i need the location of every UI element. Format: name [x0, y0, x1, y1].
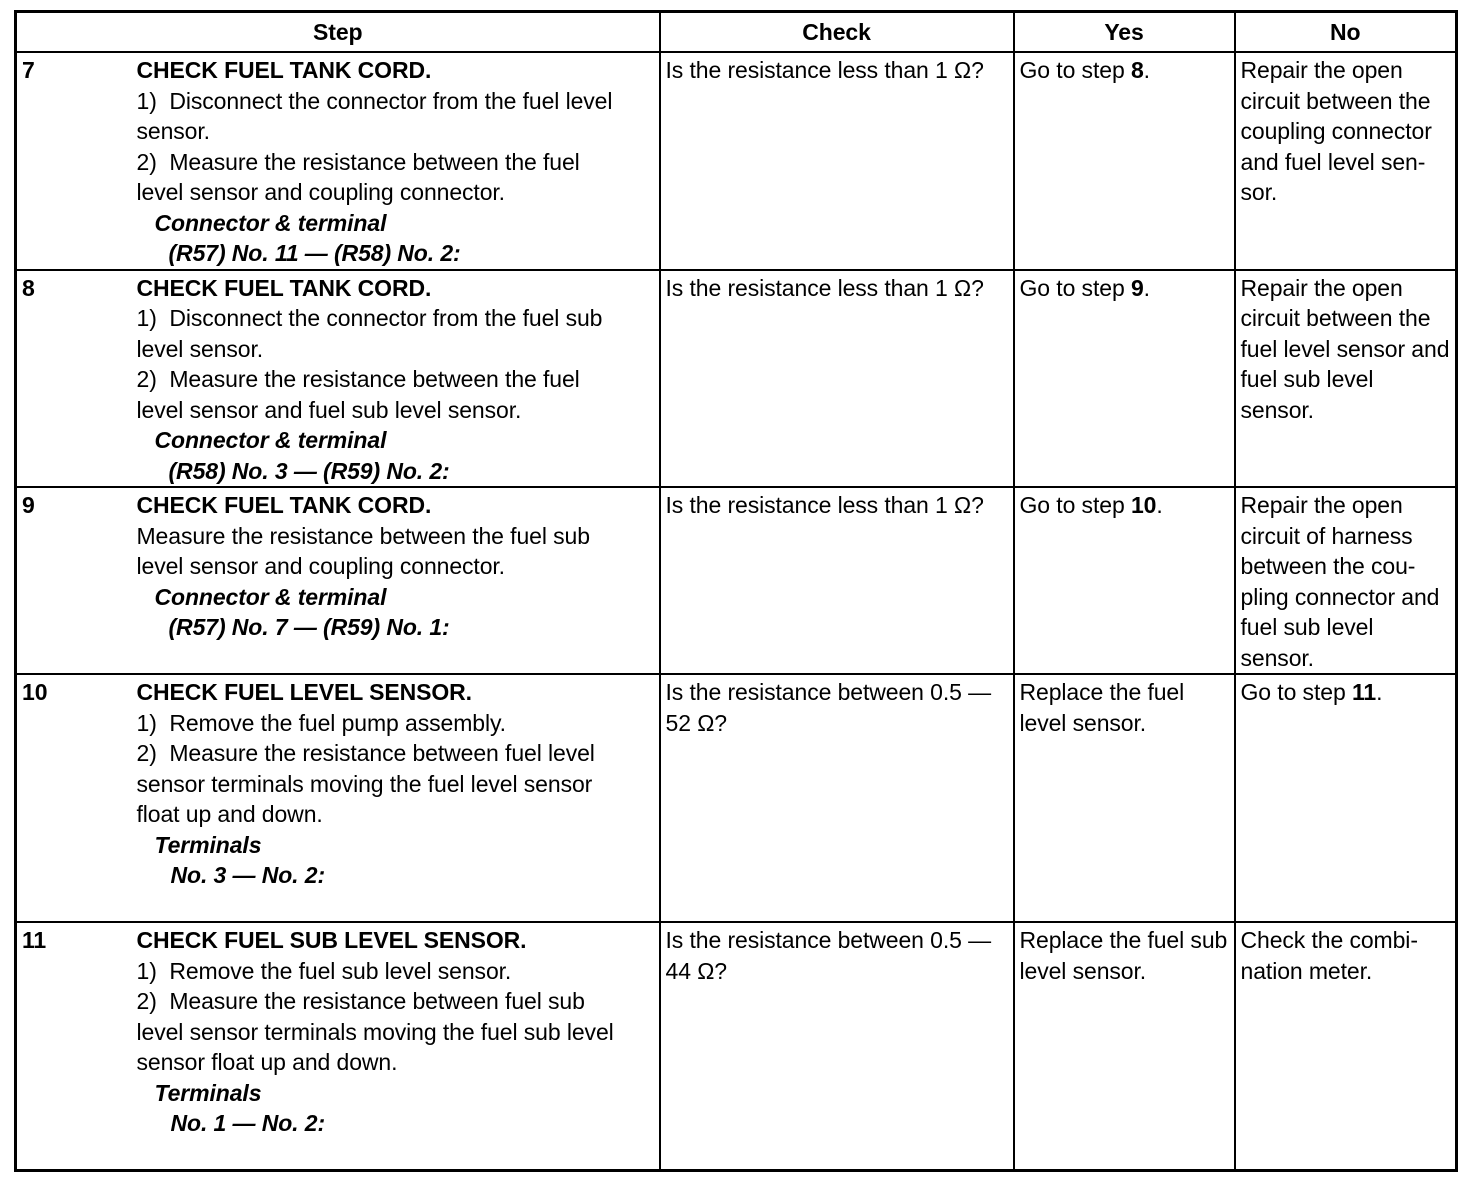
step-cell: [137, 487, 660, 674]
table-row: [16, 922, 1457, 1171]
step-cell: [137, 922, 660, 1171]
step-number: 8: [16, 270, 137, 488]
step-title: CHECK FUEL TANK CORD.: [136, 57, 432, 83]
yes-cell: [1014, 270, 1235, 488]
yes-step-ref: 10: [1130, 492, 1157, 518]
step-number: 11: [16, 922, 137, 1171]
connector-value: (R57) No. 7 — (R59) No. 1:: [168, 614, 450, 640]
yes-text: Go to step: [1019, 492, 1131, 518]
step-line: 2) Measure the resistance between the fuel: [136, 366, 580, 392]
connector-label: Connector & terminal: [154, 427, 387, 453]
yes-text: Go to step: [1019, 274, 1131, 301]
step-cell: [137, 52, 660, 270]
step-line: level sensor terminals moving the fuel sub level: [136, 1018, 614, 1045]
table-row: [16, 487, 1457, 674]
no-suffix: .: [1376, 679, 1383, 705]
yes-cell: [1014, 487, 1235, 674]
yes-suffix: .: [1143, 274, 1150, 301]
diagnostic-table: [14, 10, 1458, 1172]
connector-label: Connector & terminal: [154, 583, 387, 610]
yes-suffix: .: [1143, 57, 1150, 83]
step-line: sensor float up and down.: [136, 1049, 398, 1075]
no-cell: Repair the open circuit between the fuel level sensor and fuel sub level sensor.: [1235, 270, 1457, 488]
table-row: [16, 674, 1457, 922]
step-line: float up and down.: [136, 801, 323, 827]
table-row: [16, 270, 1457, 488]
check-cell: Is the resistance less than 1 Ω?: [660, 270, 1014, 488]
step-title: CHECK FUEL SUB LEVEL SENSOR.: [136, 927, 527, 953]
terminals-label: Terminals: [154, 831, 262, 858]
no-cell: Check the combi-nation meter.: [1235, 922, 1457, 1171]
terminals-value: No. 3 — No. 2:: [170, 862, 326, 888]
step-title: CHECK FUEL LEVEL SENSOR.: [136, 679, 472, 705]
check-cell: Is the resistance between 0.5 — 44 Ω?: [660, 922, 1014, 1171]
no-step-ref: 11: [1351, 679, 1377, 705]
step-line: 2) Measure the resistance between fuel level: [136, 740, 595, 766]
no-cell: Repair the open circuit between the coupling connector and fuel level sen-sor.: [1235, 52, 1457, 270]
terminals-label: Terminals: [154, 1079, 262, 1106]
header-no: No: [1235, 12, 1457, 53]
step-line: level sensor and coupling connector.: [136, 179, 505, 205]
header-yes: Yes: [1014, 12, 1235, 53]
step-line: sensor.: [136, 118, 210, 144]
check-cell: Is the resistance between 0.5 — 52 Ω?: [660, 674, 1014, 922]
step-line: Measure the resistance between the fuel sub: [136, 522, 590, 549]
yes-cell: Replace the fuel level sensor.: [1014, 674, 1235, 922]
header-step: Step: [16, 12, 660, 53]
step-line: level sensor.: [136, 335, 264, 362]
connector-value: (R58) No. 3 — (R59) No. 2:: [168, 457, 450, 484]
step-title: CHECK FUEL TANK CORD.: [136, 274, 432, 301]
yes-cell: [1014, 52, 1235, 270]
terminals-value: No. 1 — No. 2:: [170, 1110, 326, 1136]
check-cell: Is the resistance less than 1 Ω?: [660, 487, 1014, 674]
step-cell: [137, 674, 660, 922]
step-title: CHECK FUEL TANK CORD.: [136, 492, 432, 518]
step-line: level sensor and fuel sub level sensor.: [136, 396, 522, 423]
yes-step-ref: 8: [1130, 57, 1144, 83]
step-line: 1) Disconnect the connector from the fuel level: [136, 87, 613, 114]
check-cell: Is the resistance less than 1 Ω?: [660, 52, 1014, 270]
header-row: [16, 12, 1457, 53]
step-number: 9: [16, 487, 137, 674]
no-cell: Repair the open circuit of harness between the cou-pling connector and fuel sub level sensor.: [1235, 487, 1457, 674]
step-line: 2) Measure the resistance between the fuel: [136, 148, 580, 175]
header-check: Check: [660, 12, 1014, 53]
step-number: 10: [16, 674, 137, 922]
step-cell: [137, 270, 660, 488]
step-line: 1) Remove the fuel sub level sensor.: [136, 957, 512, 984]
yes-cell: Replace the fuel sub level sensor.: [1014, 922, 1235, 1171]
connector-value: (R57) No. 11 — (R58) No. 2:: [168, 240, 461, 266]
step-line: 1) Remove the fuel pump assembly.: [136, 709, 506, 736]
yes-step-ref: 9: [1130, 274, 1144, 301]
step-line: level sensor and coupling connector.: [136, 553, 505, 579]
no-text: Go to step: [1240, 679, 1352, 705]
step-line: 1) Disconnect the connector from the fuel sub: [136, 305, 603, 331]
step-line: sensor terminals moving the fuel level sensor: [136, 770, 593, 797]
yes-text: Go to step: [1019, 57, 1131, 83]
connector-label: Connector & terminal: [154, 209, 387, 236]
step-number: 7: [16, 52, 137, 270]
step-line: 2) Measure the resistance between fuel sub: [136, 988, 585, 1014]
diagnostic-table-wrapper: [14, 10, 1455, 1172]
yes-suffix: .: [1156, 492, 1163, 518]
table-row: [16, 52, 1457, 270]
no-cell: [1235, 674, 1457, 922]
